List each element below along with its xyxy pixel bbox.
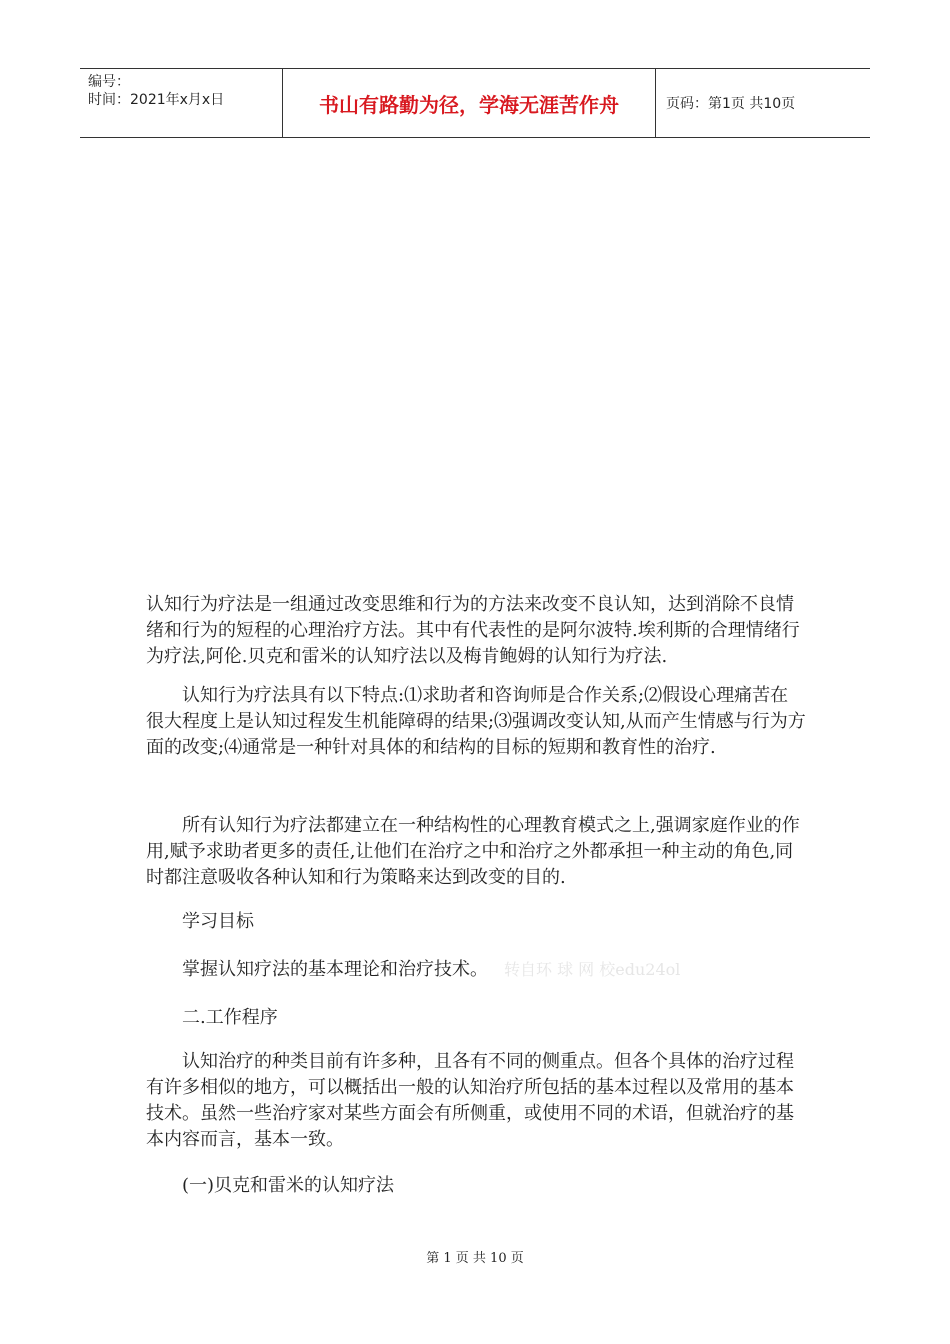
paragraph-goal bbox=[146, 957, 806, 983]
paragraph-text: 掌握认知疗法的基本理论和治疗技术。 bbox=[182, 959, 488, 980]
paragraph-text: 认知治疗的种类目前有许多种，且各有不同的侧重点。但各个具体的治疗过程有许多相似的地方，可以概括出一般的认知治疗所包括的基本过程以及常用的基本技术。虽然一些治疗家对某些方面会有所侧重，或使用不同的术语，但就治疗的基本内容而言，基本一致。 bbox=[146, 1051, 794, 1150]
header-page-label: 页码：第1页 共10页 bbox=[666, 96, 796, 112]
paragraph-text: 所有认知行为疗法都建立在一种结构性的心理教育模式之上,强调家庭作业的作用,赋予求助者更多的责任,让他们在治疗之中和治疗之外都承担一种主动的角色,同时都注意吸收各种认知和行为策略来达到改变的目的. bbox=[146, 815, 800, 888]
paragraph-text: 认知行为疗法是一组通过改变思维和行为的方法来改变不良认知，达到消除不良情绪和行为的短程的心理治疗方法。其中有代表性的是阿尔波特.埃利斯的合理情绪行为疗法,阿伦.贝克和雷米的认知疗法以及梅肯鲍姆的认知行为疗法. bbox=[146, 594, 800, 667]
heading-text: 二.工作程序 bbox=[182, 1007, 278, 1028]
page-footer: 第 1 页 共 10 页 bbox=[426, 1251, 524, 1266]
heading-text: (一)贝克和雷米的认知疗法 bbox=[182, 1175, 395, 1196]
time-label: 时间：2021年x月x日 bbox=[88, 92, 225, 108]
header-motto: 书山有路勤为径，学海无涯苦作舟 bbox=[283, 69, 656, 137]
paragraph-structure bbox=[146, 813, 806, 891]
heading-beck-therapy bbox=[146, 1173, 806, 1199]
paragraph-cognitive-therapy bbox=[146, 1049, 806, 1153]
paragraph-text: 认知行为疗法具有以下特点:⑴求助者和咨询师是合作关系;⑵假设心理痛苦在很大程度上是认知过程发生机能障碍的结果;⑶强调改变认知,从而产生情感与行为方面的改变;⑷通常是一种针对具体的和结构的目标的短期和教育性的治疗. bbox=[146, 685, 806, 758]
heading-learning-goal bbox=[146, 909, 806, 935]
header-meta bbox=[80, 69, 283, 137]
number-label: 编号： bbox=[88, 74, 130, 90]
paragraph-features bbox=[146, 683, 806, 761]
heading-procedure bbox=[146, 1005, 806, 1031]
document-header bbox=[80, 68, 870, 138]
heading-text: 学习目标 bbox=[182, 911, 254, 932]
paragraph-intro bbox=[146, 592, 806, 670]
faint-watermark-text: 转自环 球 网 校edu24ol bbox=[504, 960, 681, 979]
